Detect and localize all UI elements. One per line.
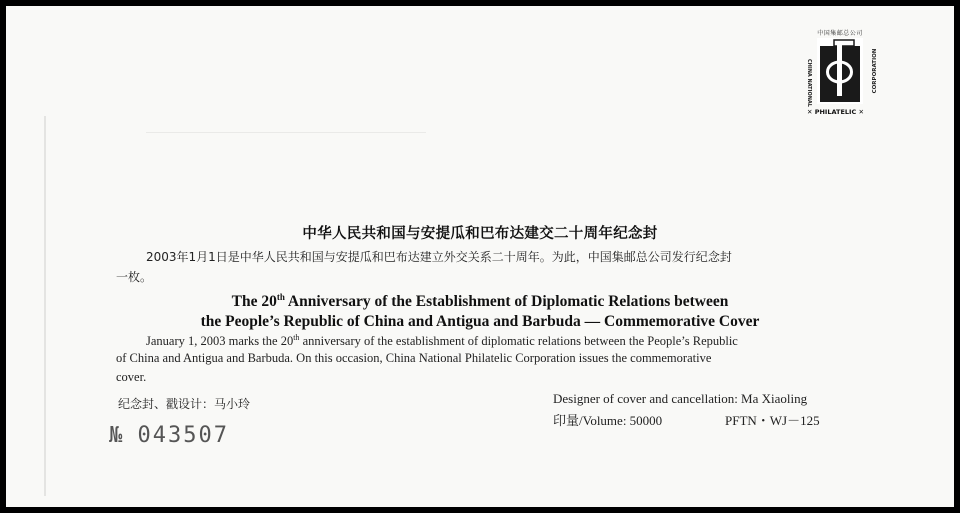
serial-prefix: № (109, 423, 124, 448)
english-body-line-2: of China and Antigua and Barbuda. On this occasion, China National Philatelic Corporation issues the commemorative (116, 351, 712, 365)
title-part-b: Anniversary of the Establishment of Diplomatic Relations between (284, 293, 729, 311)
english-body-line-3: cover. (116, 370, 147, 384)
corporation-logo (803, 28, 877, 118)
english-title-line-2: the People’s Republic of China and Antigua and Barbuda — Commemorative Cover (200, 313, 760, 330)
title-part-a: The 20 (231, 293, 277, 311)
body-part-b: anniversary of the establishment of diplomatic relations between the People’s Republic (299, 334, 738, 349)
serial-number (109, 423, 229, 448)
english-body-line-1 (146, 333, 738, 349)
body-sup: th (293, 333, 300, 342)
title-sup: th (276, 292, 285, 302)
flap-fold-line (146, 132, 426, 133)
logo-right-text: CORPORATION (872, 48, 878, 94)
designer-chinese: 纪念封、戳设计：马小玲 (118, 397, 251, 411)
english-title-line-1 (6, 292, 954, 311)
print-volume: 印量/Volume: 50000 (553, 413, 663, 428)
logo-bottom-label: PHILATELIC (814, 108, 857, 116)
designer-english: Designer of cover and cancellation: Ma Xiaoling (553, 391, 808, 406)
logo-bottom-text: ✕ PHILATELIC ✕ (807, 108, 864, 116)
body-part-a: January 1, 2003 marks the 20 (146, 334, 294, 349)
serial-digits: 043507 (137, 423, 229, 448)
envelope-back (6, 6, 954, 507)
logo-left-text: CHINA NATIONAL (806, 59, 812, 107)
chinese-title: 中华人民共和国与安提瓜和巴布达建交二十周年纪念封 (302, 226, 658, 242)
pftn-code: PFTN・WJ－125 (725, 413, 820, 428)
chinese-body-line-2: 一枚。 (116, 270, 153, 284)
china-national-philatelic-corporation-logo-icon (817, 38, 863, 104)
chinese-body-line-1: 2003年1月1日是中华人民共和国与安提瓜和巴布达建立外交关系二十周年。为此，中国集邮总公司发行纪念封 (146, 250, 732, 264)
logo-chinese-text: 中国集邮总公司 (817, 30, 863, 37)
